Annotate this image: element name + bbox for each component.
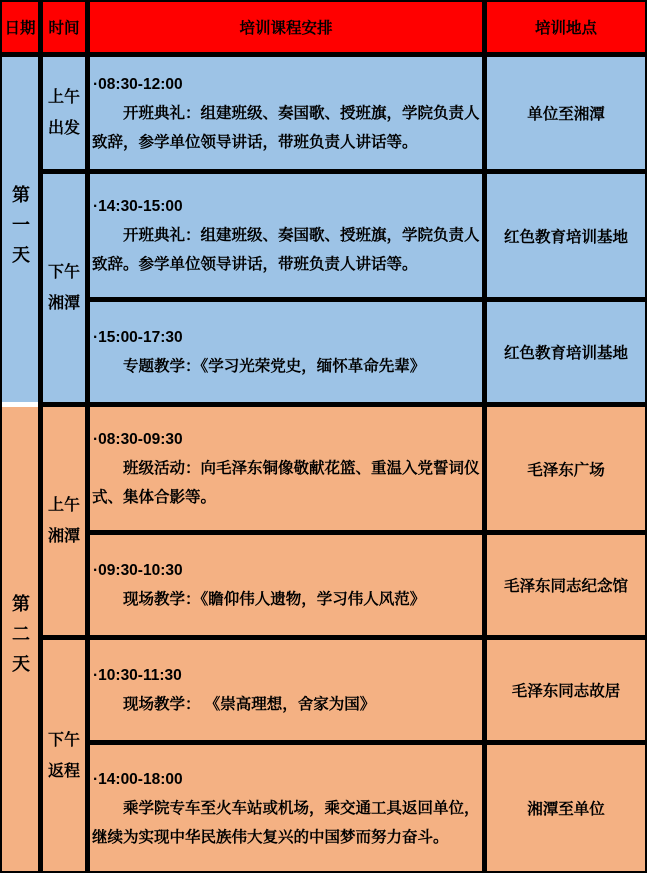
session-desc: 现场教学： 《崇高理想，舍家为国》: [123, 696, 376, 713]
header-location: 培训地点: [487, 2, 645, 52]
day2-row3-location-cell: 毛泽东同志故居: [487, 640, 645, 740]
session-desc: 乘学院专车至火车站或机场，乘交通工具返回单位，继续为实现中华民族伟大复兴的中国梦而努力奋斗。: [92, 799, 480, 846]
session-time: ·14:00-18:00: [93, 770, 183, 788]
day1-row3-location-cell: 红色教育培训基地: [487, 302, 645, 402]
day2-row4-course-cell: [90, 745, 482, 871]
day2-row1-course-cell: [90, 407, 482, 530]
session-desc: 班级活动：向毛泽东铜像敬献花篮、重温入党誓词仪式、集体合影等。: [92, 460, 480, 506]
date-column-white-divider: [2, 402, 38, 407]
day1-row1-location-cell: 单位至湘潭: [487, 57, 645, 169]
day1-row2-location-cell: 红色教育培训基地: [487, 174, 645, 297]
session-time: ·09:30-10:30: [93, 562, 183, 579]
day2-afternoon-period-cell: 下午返程: [43, 640, 85, 871]
day1-label: 第一天: [10, 184, 30, 275]
day2-row3-course-cell: [90, 640, 482, 740]
session-time: ·15:00-17:30: [93, 329, 183, 346]
day2-row1-location-cell: 毛泽东广场: [487, 407, 645, 530]
header-date: 日期: [2, 2, 38, 52]
session-desc: 开班典礼：组建班级、奏国歌、授班旗，学院负责人致辞。参学单位领导讲话，带班负责人讲话等。: [92, 227, 480, 273]
day2-row4-location-cell: 湘潭至单位: [487, 745, 645, 871]
day2-label-cell: [2, 407, 38, 871]
day2-row2-location-cell: 毛泽东同志纪念馆: [487, 535, 645, 635]
session-desc: 现场教学：《瞻仰伟人遗物，学习伟人风范》: [123, 591, 426, 608]
session-time: ·10:30-11:30: [93, 667, 182, 684]
day1-afternoon-period-cell: 下午湘潭: [43, 174, 85, 402]
header-time: 时间: [43, 2, 85, 52]
header-course: 培训课程安排: [90, 2, 482, 52]
day2-label: 第二天: [10, 594, 30, 684]
day1-row2-course-cell: [90, 174, 482, 297]
session-time: ·08:30-09:30: [93, 431, 183, 448]
day1-row1-course-cell: [90, 57, 482, 169]
day2-row2-course-cell: [90, 535, 482, 635]
session-time: ·08:30-12:00: [93, 75, 183, 93]
session-time: ·14:30-15:00: [93, 198, 183, 215]
day1-row3-course-cell: [90, 302, 482, 402]
day1-label-cell: [2, 57, 38, 402]
session-desc: 开班典礼：组建班级、奏国歌、授班旗，学院负责人致辞，参学单位领导讲话，带班负责人讲话等。: [92, 104, 480, 151]
session-desc: 专题教学：《学习光荣党史，缅怀革命先辈》: [123, 358, 426, 375]
day2-morning-period-cell: 上午湘潭: [43, 407, 85, 635]
day1-morning-period-cell: 上午出发: [43, 57, 85, 169]
